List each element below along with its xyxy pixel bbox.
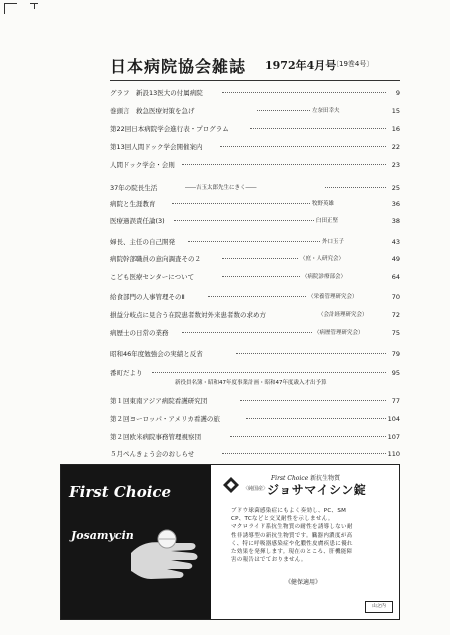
toc-entry <box>110 432 400 442</box>
toc-entry-title: 番町だより <box>110 369 143 377</box>
journal-title: 日本病院協会雑誌 <box>110 57 247 76</box>
journal-header <box>110 54 410 76</box>
toc-entry-title: 損益分岐点に見合う在院患者数対外来患者数の求め方 <box>110 311 266 319</box>
ad-coverage: 《健保適用》 <box>285 579 322 586</box>
toc-entry-author: （病歴管理研究会） <box>314 330 364 336</box>
header-rule <box>110 80 400 81</box>
toc-entry <box>110 88 400 98</box>
toc-entry-author: 左奈田幸夫 <box>312 108 340 114</box>
maker-logo: 山之内 <box>365 601 393 613</box>
toc-entry <box>110 142 400 152</box>
toc-entry-title: 医療過誤責任論(3) <box>110 217 165 225</box>
toc-entry-title: 第２回欧米病院事務管理視察団 <box>110 433 201 441</box>
toc-entry-title: 病院幹部職員の意向調査その２ <box>110 255 201 263</box>
ad-tagline: First Choice 新抗生物質 <box>271 475 341 482</box>
ad-description: ブドウ球菌感染症にもよく奏効し、PC、SM CP、TCなどと交叉耐性を示しません。 マクロライド系抗生物質の耐性を誘導しない耐 性非誘導型の新抗生物質です。臓器内濃度が高 く、特に呼吸器感染症や化膿性皮膚疾患に優れ た効果を発揮します。現在のところ、肝機能障 害の報告はでておりません。 <box>231 508 353 564</box>
issue-label: 1972年4月号 <box>265 59 337 72</box>
toc-entry-page: 72 <box>391 311 400 319</box>
toc-entry-title: 病歴士の日常の業務 <box>110 329 169 337</box>
toc-dot-leader <box>325 187 386 188</box>
toc-entry-page: 9 <box>395 89 400 97</box>
toc-entry <box>110 183 400 193</box>
toc-entry <box>110 349 400 359</box>
toc-entry-title: 第１回東南アジア病院看護研究団 <box>110 397 208 405</box>
toc-entry-title: 病院と生涯教育 <box>110 200 156 208</box>
toc-entry-page: 38 <box>391 217 400 225</box>
toc-entry <box>110 254 400 264</box>
toc-dot-leader <box>174 220 314 221</box>
toc-entry-page: 43 <box>391 238 400 246</box>
toc-entry-page: 104 <box>387 415 400 423</box>
toc-entry-page: 110 <box>387 450 400 458</box>
toc-entry-page: 107 <box>387 433 400 441</box>
toc-entry-title: 第13回人間ドック学会開催案内 <box>110 143 203 151</box>
toc-entry-page: 64 <box>391 273 400 281</box>
toc-entry-author: （庶・人研究会） <box>300 256 345 262</box>
ad-brand-name: ジョサマイシン錠 <box>267 483 367 497</box>
toc-entry-title: 第２回ヨーロッパ・アメリカ看護の旅 <box>110 415 220 423</box>
toc-entry-author: 牧野英雄 <box>312 201 335 207</box>
toc-entry-page: 49 <box>391 255 400 263</box>
toc-dot-leader <box>208 296 306 297</box>
toc-entry <box>110 328 400 338</box>
toc-dot-leader <box>240 400 386 401</box>
toc-entry <box>110 449 400 459</box>
toc-entry-title: 第22回日本病院学会進行表・プログラム <box>110 125 229 133</box>
toc-entry-page: 23 <box>391 161 400 169</box>
bancho-subtitle: 新役員名簿・昭和47年度事業計画・昭和47年度歳入才出予算 <box>175 380 327 386</box>
ad-image-panel <box>61 465 211 619</box>
toc-entry <box>110 124 400 134</box>
ad-origin-label: 〈純国産〉 <box>243 486 269 492</box>
toc-dot-leader <box>222 258 298 259</box>
registration-mark <box>30 3 38 10</box>
toc-entry-author: （栄養管理研究会） <box>308 294 358 300</box>
toc-entry <box>110 292 400 302</box>
toc-entry <box>110 237 400 247</box>
toc-dot-leader <box>222 453 386 454</box>
toc-entry-author: （病院診療部会） <box>302 274 347 280</box>
toc-entry-title: 婦長、主任の自己開発 <box>110 238 175 246</box>
hand-holding-tablet-icon <box>131 513 211 583</box>
toc-dot-leader <box>222 276 300 277</box>
toc-dot-leader <box>152 372 386 373</box>
toc-entry-page: 75 <box>391 329 400 337</box>
toc-entry-page: 79 <box>391 350 400 358</box>
toc-entry-title: 昭和46年度勉強会の実績と反省 <box>110 350 203 358</box>
toc-entry-page: 70 <box>391 293 400 301</box>
toc-entry <box>110 216 400 226</box>
toc-dot-leader <box>236 353 386 354</box>
toc-entry-page: 22 <box>391 143 400 151</box>
toc-entry-title: 巻頭言 救急医療対策を急げ <box>110 107 195 115</box>
josamycin-advertisement <box>60 464 400 620</box>
toc-entry-page: 95 <box>391 369 400 377</box>
toc-entry <box>110 199 400 209</box>
crop-mark <box>4 3 17 14</box>
toc-entry-page: 36 <box>391 200 400 208</box>
toc-entry-author: 臼田正堅 <box>316 218 339 224</box>
toc-entry-title: ５月ぺんきょう会のおしらせ <box>110 450 195 458</box>
ad-text-panel <box>217 465 397 619</box>
volume-label: 〔19巻4号〕 <box>332 60 374 68</box>
toc-entry <box>110 414 400 424</box>
toc-dot-leader <box>182 332 312 333</box>
ad-headline: First Choice <box>69 483 172 501</box>
toc-entry-page: 77 <box>391 397 400 405</box>
ad-product-name: Josamycin <box>71 529 134 542</box>
toc-entry-page: 16 <box>391 125 400 133</box>
toc-dot-leader <box>220 146 386 147</box>
toc-entry <box>110 106 400 116</box>
toc-entry-page: 15 <box>391 107 400 115</box>
toc-entry <box>110 310 400 320</box>
toc-entry-author: （会計経理研究会） <box>318 312 368 318</box>
toc-entry <box>110 396 400 406</box>
toc-entry <box>110 272 400 282</box>
toc-entry-title: 給食部門の人事管理そのⅡ <box>110 293 185 301</box>
toc-entry-author: 外口玉子 <box>322 239 345 245</box>
toc-dot-leader <box>222 92 386 93</box>
toc-dot-leader <box>182 164 386 165</box>
toc-entry <box>110 160 400 170</box>
toc-entry-title: 37年の院長生活 <box>110 184 158 192</box>
toc-dot-leader <box>230 436 386 437</box>
toc-dot-leader <box>257 110 310 111</box>
toc-entry-page: 25 <box>391 184 400 192</box>
toc-entry-title: グラフ 新設13医大の付属病院 <box>110 89 203 97</box>
toc-dot-leader <box>188 241 320 242</box>
toc-dot-leader <box>246 418 386 419</box>
toc-dot-leader <box>250 128 386 129</box>
toc-entry <box>110 368 400 378</box>
toc-entry-title: こども医療センターについて <box>110 273 195 281</box>
diamond-logo-icon <box>223 477 239 493</box>
toc-entry-author: ――吉玉太郎先生にきく―― <box>185 185 257 191</box>
toc-entry-title: 人間ドック学会・会則 <box>110 161 175 169</box>
toc-dot-leader <box>172 203 310 204</box>
